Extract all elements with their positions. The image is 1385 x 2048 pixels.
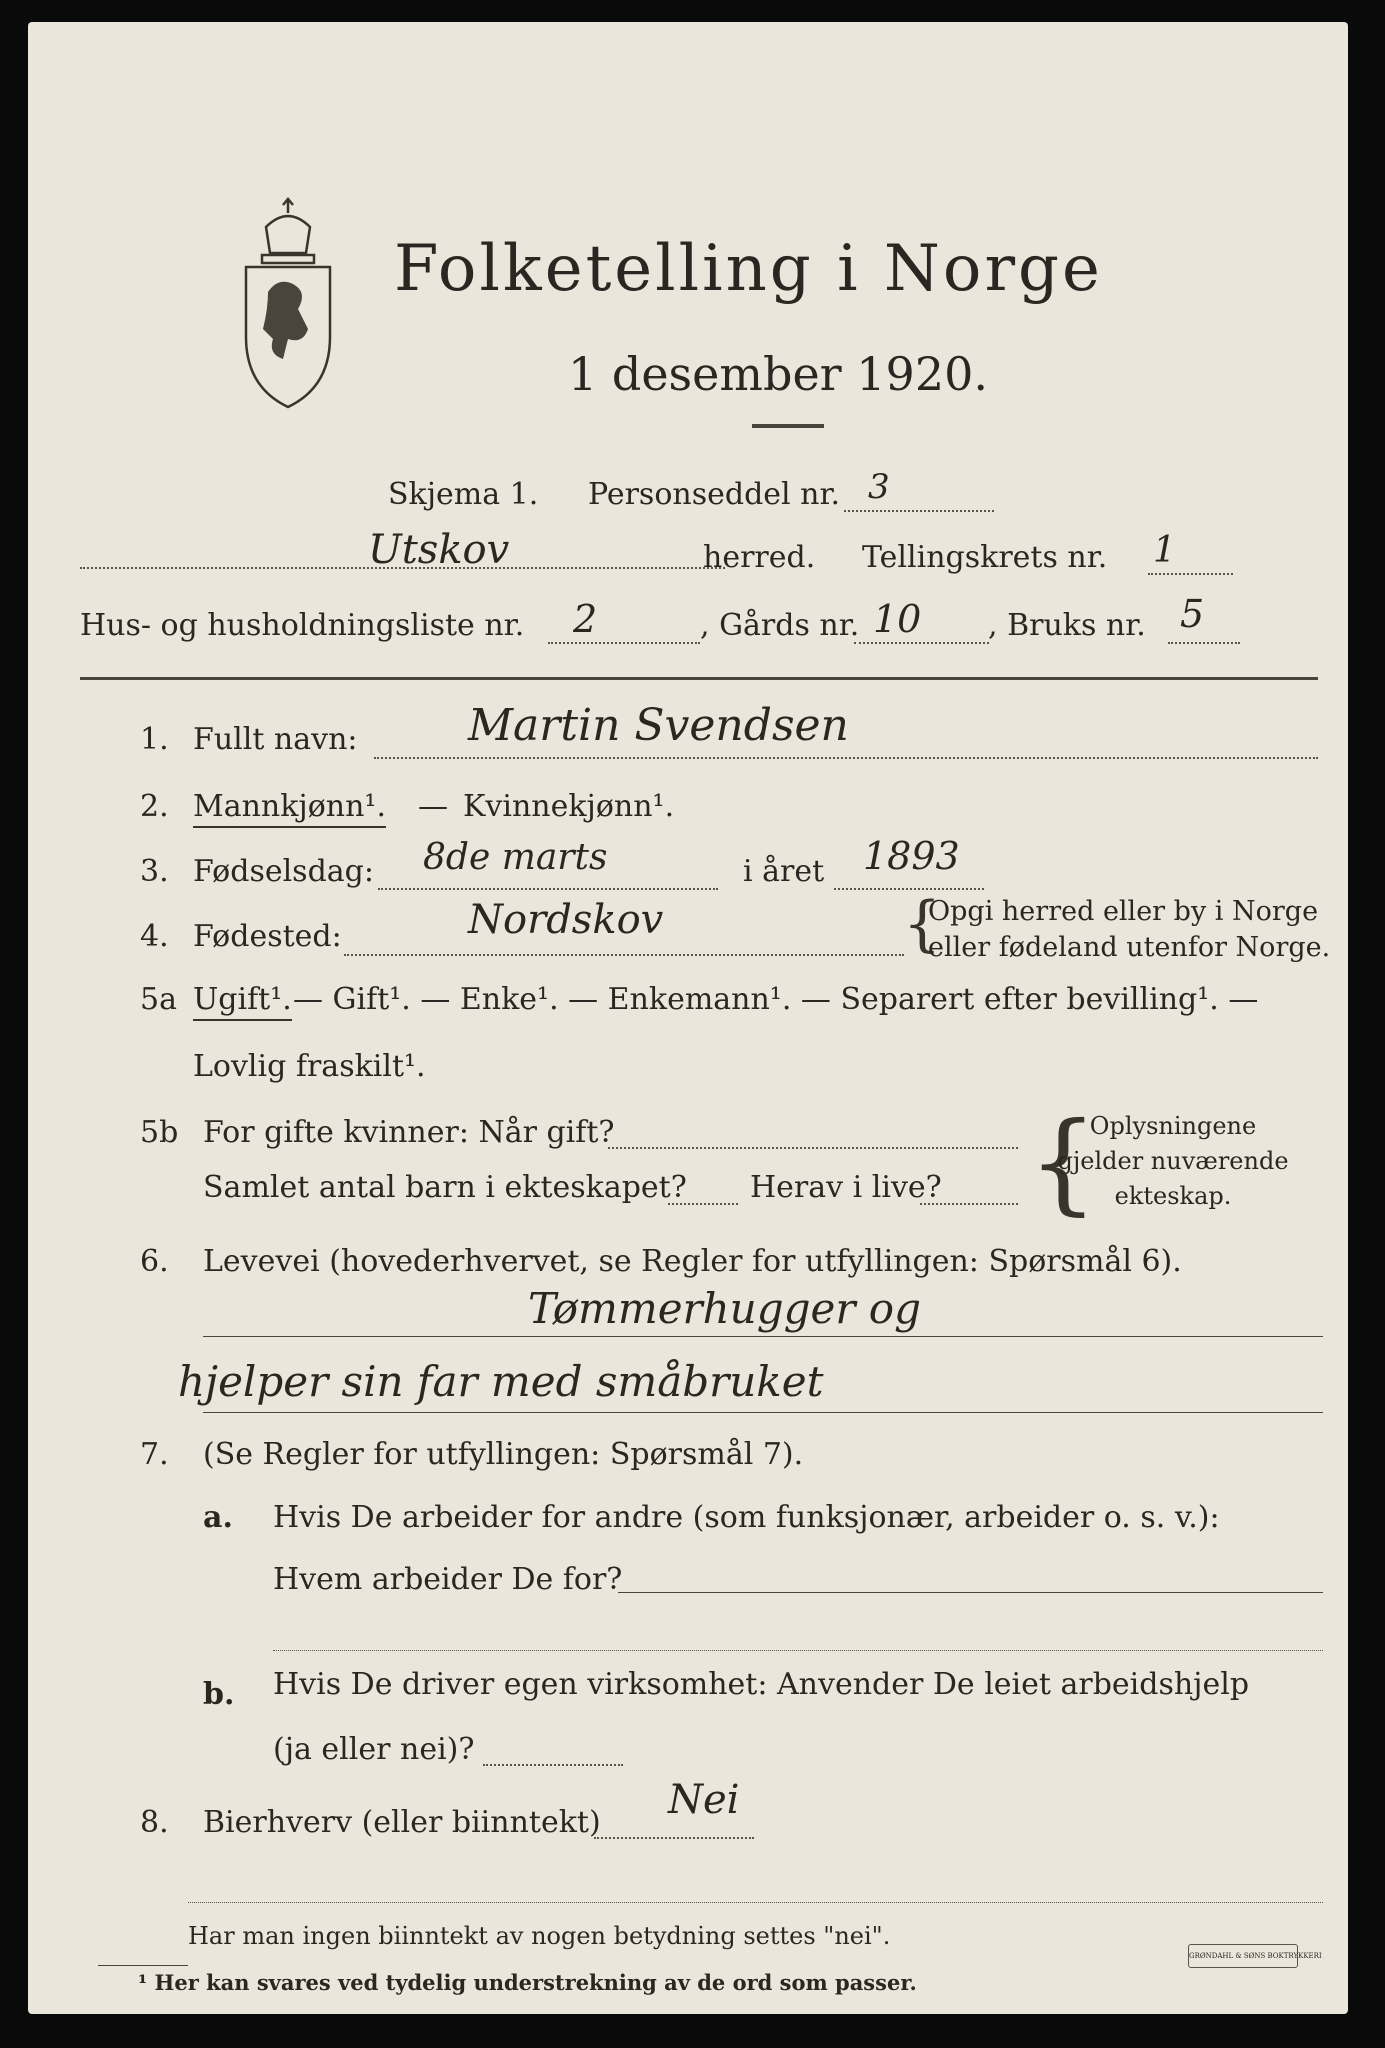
q4-note-1: Opgi herred eller by i Norge	[928, 896, 1319, 927]
q2-number: 2.	[140, 789, 169, 824]
gards-label: , Gårds nr.	[700, 608, 860, 643]
q2-female: Kvinnekjønn¹.	[463, 789, 675, 824]
q8-value: Nei	[668, 1777, 740, 1823]
q5b-note-3: ekteskap.	[1114, 1182, 1232, 1210]
q7a-line2: Hvem arbeider De for?	[273, 1562, 623, 1597]
personseddel-line	[844, 510, 994, 512]
q7b-label: Hvis De driver egen virksomhet: Anvender De leiet arbeidshjelp	[273, 1667, 1250, 1702]
husliste-line	[548, 642, 700, 644]
q3-year-value: 1893	[863, 834, 960, 878]
q1-value: Martin Svendsen	[468, 700, 849, 751]
bruks-line	[1168, 642, 1240, 644]
q5b-note-2: gjelder nuværende	[1057, 1147, 1289, 1175]
q1-line	[374, 757, 1318, 759]
q5b-brace: {	[1028, 1098, 1098, 1226]
q8-line	[594, 1837, 754, 1839]
q4-number: 4.	[140, 919, 169, 954]
norwegian-coat-of-arms-icon	[228, 197, 348, 417]
q3-line	[378, 888, 718, 890]
q5b-barn-line	[668, 1203, 738, 1205]
q4-label: Fødested:	[193, 919, 342, 954]
q5b-ilive-label: Herav i live?	[750, 1170, 942, 1205]
q5a-number: 5a	[140, 982, 177, 1017]
tellingskrets-line	[1148, 573, 1233, 575]
husliste-value: 2	[573, 597, 598, 641]
title-divider	[752, 424, 824, 428]
q8-label: Bierhverv (eller biinntekt)	[203, 1805, 601, 1840]
q1-number: 1.	[140, 722, 169, 757]
census-date: 1 desember 1920.	[568, 347, 988, 401]
q7a-answer-line	[618, 1592, 1323, 1593]
q1-label: Fullt navn:	[193, 722, 358, 757]
q6-label: Levevei (hovederhvervet, se Regler for utfyllingen: Spørsmål 6).	[203, 1244, 1182, 1279]
personseddel-value: 3	[868, 467, 890, 507]
q8-note: Har man ingen biinntekt av nogen betydning settes "nei".	[188, 1922, 891, 1950]
herred-label: herred.	[703, 540, 816, 575]
q8-number: 8.	[140, 1805, 169, 1840]
header-divider	[80, 677, 1318, 680]
q3-label: Fødselsdag:	[193, 854, 374, 889]
q8-extra-line	[188, 1902, 1323, 1903]
q3-number: 3.	[140, 854, 169, 889]
q6-value-line2: hjelper sin far med småbruket	[178, 1357, 824, 1406]
q5b-ilive-line	[920, 1203, 1018, 1205]
q5b-label: For gifte kvinner: Når gift?	[203, 1115, 615, 1150]
tellingskrets-label: Tellingskrets nr.	[862, 540, 1108, 575]
personseddel-label: Personseddel nr.	[588, 477, 841, 512]
q7b-letter: b.	[203, 1677, 235, 1712]
census-form-page	[28, 22, 1348, 2014]
bruks-label: , Bruks nr.	[988, 608, 1146, 643]
q2-sep: —	[418, 789, 448, 824]
husliste-label: Hus- og husholdningsliste nr.	[80, 608, 525, 643]
q4-brace: {	[903, 889, 942, 959]
q7a-label: Hvis De arbeider for andre (som funksjonær, arbeider o. s. v.):	[273, 1500, 1220, 1535]
q4-line	[344, 954, 904, 956]
q4-value: Nordskov	[468, 897, 664, 943]
q7-number: 7.	[140, 1437, 169, 1472]
gards-value: 10	[873, 597, 922, 641]
q5b-number: 5b	[140, 1115, 179, 1150]
q7b-answer-line	[483, 1764, 623, 1766]
q5a-options: — Gift¹. — Enke¹. — Enkemann¹. — Separert efter bevilling¹. —	[293, 982, 1259, 1017]
q5b-note-1: Oplysningene	[1089, 1112, 1257, 1140]
q5b-barn-label: Samlet antal barn i ekteskapet?	[203, 1170, 687, 1205]
printer-stamp: GRØNDAHL & SØNS BOKTRYKKERI	[1188, 1944, 1298, 1968]
q3-value: 8de marts	[423, 837, 608, 878]
q3-year-label: i året	[743, 854, 825, 889]
footnote: ¹ Her kan svares ved tydelig understrekning av de ord som passer.	[138, 1970, 917, 1995]
form-title: Folketelling i Norge	[394, 232, 1103, 306]
q6-value-line1: Tømmerhugger og	[528, 1284, 921, 1333]
q6-line1	[203, 1336, 1323, 1337]
gards-line	[854, 642, 989, 644]
herred-value: Utskov	[368, 527, 510, 573]
q5a-ugift-underlined: Ugift¹.	[193, 982, 292, 1021]
q5a-line2: Lovlig fraskilt¹.	[193, 1049, 426, 1084]
q7a-extra-line	[273, 1650, 1323, 1651]
q5b-gift-line	[608, 1147, 1018, 1149]
q7a-letter: a.	[203, 1500, 233, 1535]
q4-note-2: eller fødeland utenfor Norge.	[928, 932, 1331, 963]
tellingskrets-value: 1	[1153, 530, 1176, 571]
footnote-rule	[98, 1965, 188, 1966]
q2-male-underlined: Mannkjønn¹.	[193, 789, 386, 828]
q7-label: (Se Regler for utfyllingen: Spørsmål 7).	[203, 1437, 804, 1472]
bruks-value: 5	[1180, 592, 1205, 636]
skjema-label: Skjema 1.	[388, 477, 539, 512]
q6-number: 6.	[140, 1244, 169, 1279]
q6-line2	[203, 1412, 1323, 1413]
q7b-line2: (ja eller nei)?	[273, 1732, 475, 1767]
